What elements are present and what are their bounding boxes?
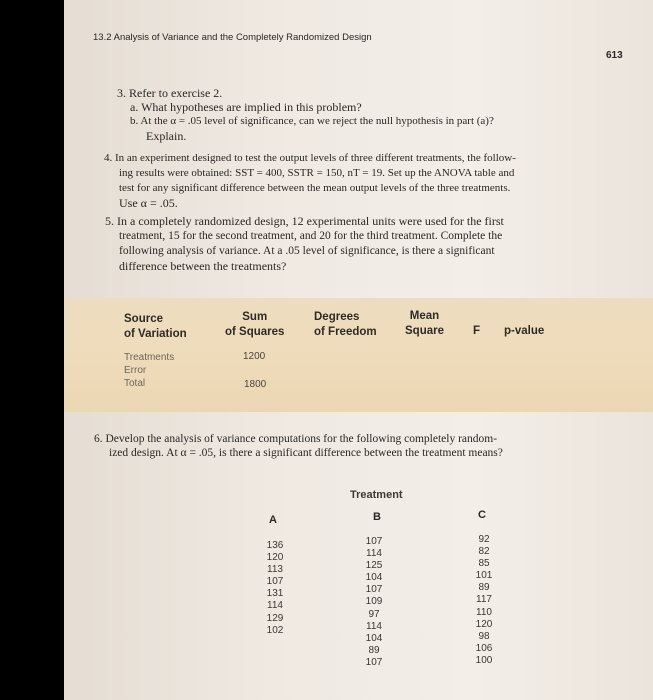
treatment-value: 109 [365,596,383,608]
column-c-values [469,534,499,667]
treatment-value: 101 [475,570,493,582]
exercise-4-line2: ing results were obtained: SST = 400, SSTR = 150, nT = 19. Set up the ANOVA table and [119,167,515,179]
treatment-value: 104 [365,632,383,644]
header-f: F [473,325,481,337]
treatment-value: 98 [478,630,490,642]
page-number: 613 [606,50,623,61]
treatment-value: 107 [365,656,383,668]
exercise-5-line3: following analysis of variance. At a .05 level of significance, is there a significant [119,245,495,257]
header-degrees-of-freedom: Degrees of Freedom [314,311,377,338]
treatment-value: 125 [365,560,383,572]
ss-treatments: 1200 [243,351,266,362]
treatment-value: 114 [267,600,283,612]
header-source: Source of Variation [124,313,187,340]
column-c-label: C [478,509,486,521]
treatment-value: 136 [266,540,284,551]
ss-total: 1800 [244,379,267,390]
exercise-3b: b. At the α = .05 level of significance, can we reject the null hypothesis in part (a)? [130,115,494,127]
treatment-value: 129 [266,612,284,624]
treatment-title: Treatment [350,489,403,501]
treatment-value: 107 [266,576,284,588]
exercise-5-line1: 5. In a completely randomized design, 12 experimental units were used for the first [105,214,504,228]
exercise-3: 3. Refer to exercise 2. [117,86,223,100]
treatment-value: 104 [365,572,383,584]
treatment-value: 114 [366,548,382,560]
column-b-values [359,536,389,669]
exercise-4-line3: test for any significant difference between the mean output levels of the three treatments. [119,182,511,194]
header-p-value: p-value [504,325,545,337]
treatment-value: 106 [475,642,493,654]
treatment-value: 113 [267,564,283,576]
treatment-value: 131 [266,588,284,600]
header-sum-of-squares: Sum of Squares [225,311,285,338]
row-total: Total [124,378,146,389]
column-a-values [260,540,290,637]
treatment-value: 100 [475,654,493,666]
row-error: Error [124,365,147,376]
treatment-value: 89 [368,644,380,656]
exercise-5-line2: treatment, 15 for the second treatment, and 20 for the third treatment. Complete the [119,230,503,242]
row-treatments: Treatments [124,352,175,363]
treatment-value: 89 [478,582,490,594]
treatment-value: 120 [266,552,284,564]
treatment-value: 107 [365,584,383,596]
treatment-value: 110 [476,606,492,618]
exercise-4-line4: Use α = .05. [119,196,178,210]
treatment-value: 114 [366,620,382,632]
exercise-3b-cont: Explain. [146,129,187,143]
column-a-label: A [269,514,277,526]
treatment-value: 85 [478,558,490,570]
treatment-value: 97 [368,608,380,620]
treatment-value: 120 [475,618,493,630]
column-b-label: B [373,511,381,523]
exercise-3a: a. What hypotheses are implied in this problem? [130,100,362,114]
treatment-value: 107 [365,536,383,547]
treatment-value: 102 [266,624,284,636]
exercise-6-line2: ized design. At α = .05, is there a significant difference between the treatment means? [109,447,503,459]
treatment-value: 82 [478,546,490,558]
exercise-4-line1: 4. In an experiment designed to test the output levels of three different treatments, the follow- [104,152,516,164]
anova-table [64,298,653,412]
section-header: 13.2 Analysis of Variance and the Completely Randomized Design [93,32,372,43]
header-mean-square: Mean Square [405,310,444,337]
treatment-value: 117 [476,594,492,606]
treatment-value: 92 [478,534,490,545]
textbook-page [64,0,653,700]
exercise-5-line4: difference between the treatments? [119,259,287,273]
exercise-6-line1: 6. Develop the analysis of variance computations for the following completely random- [94,433,498,445]
